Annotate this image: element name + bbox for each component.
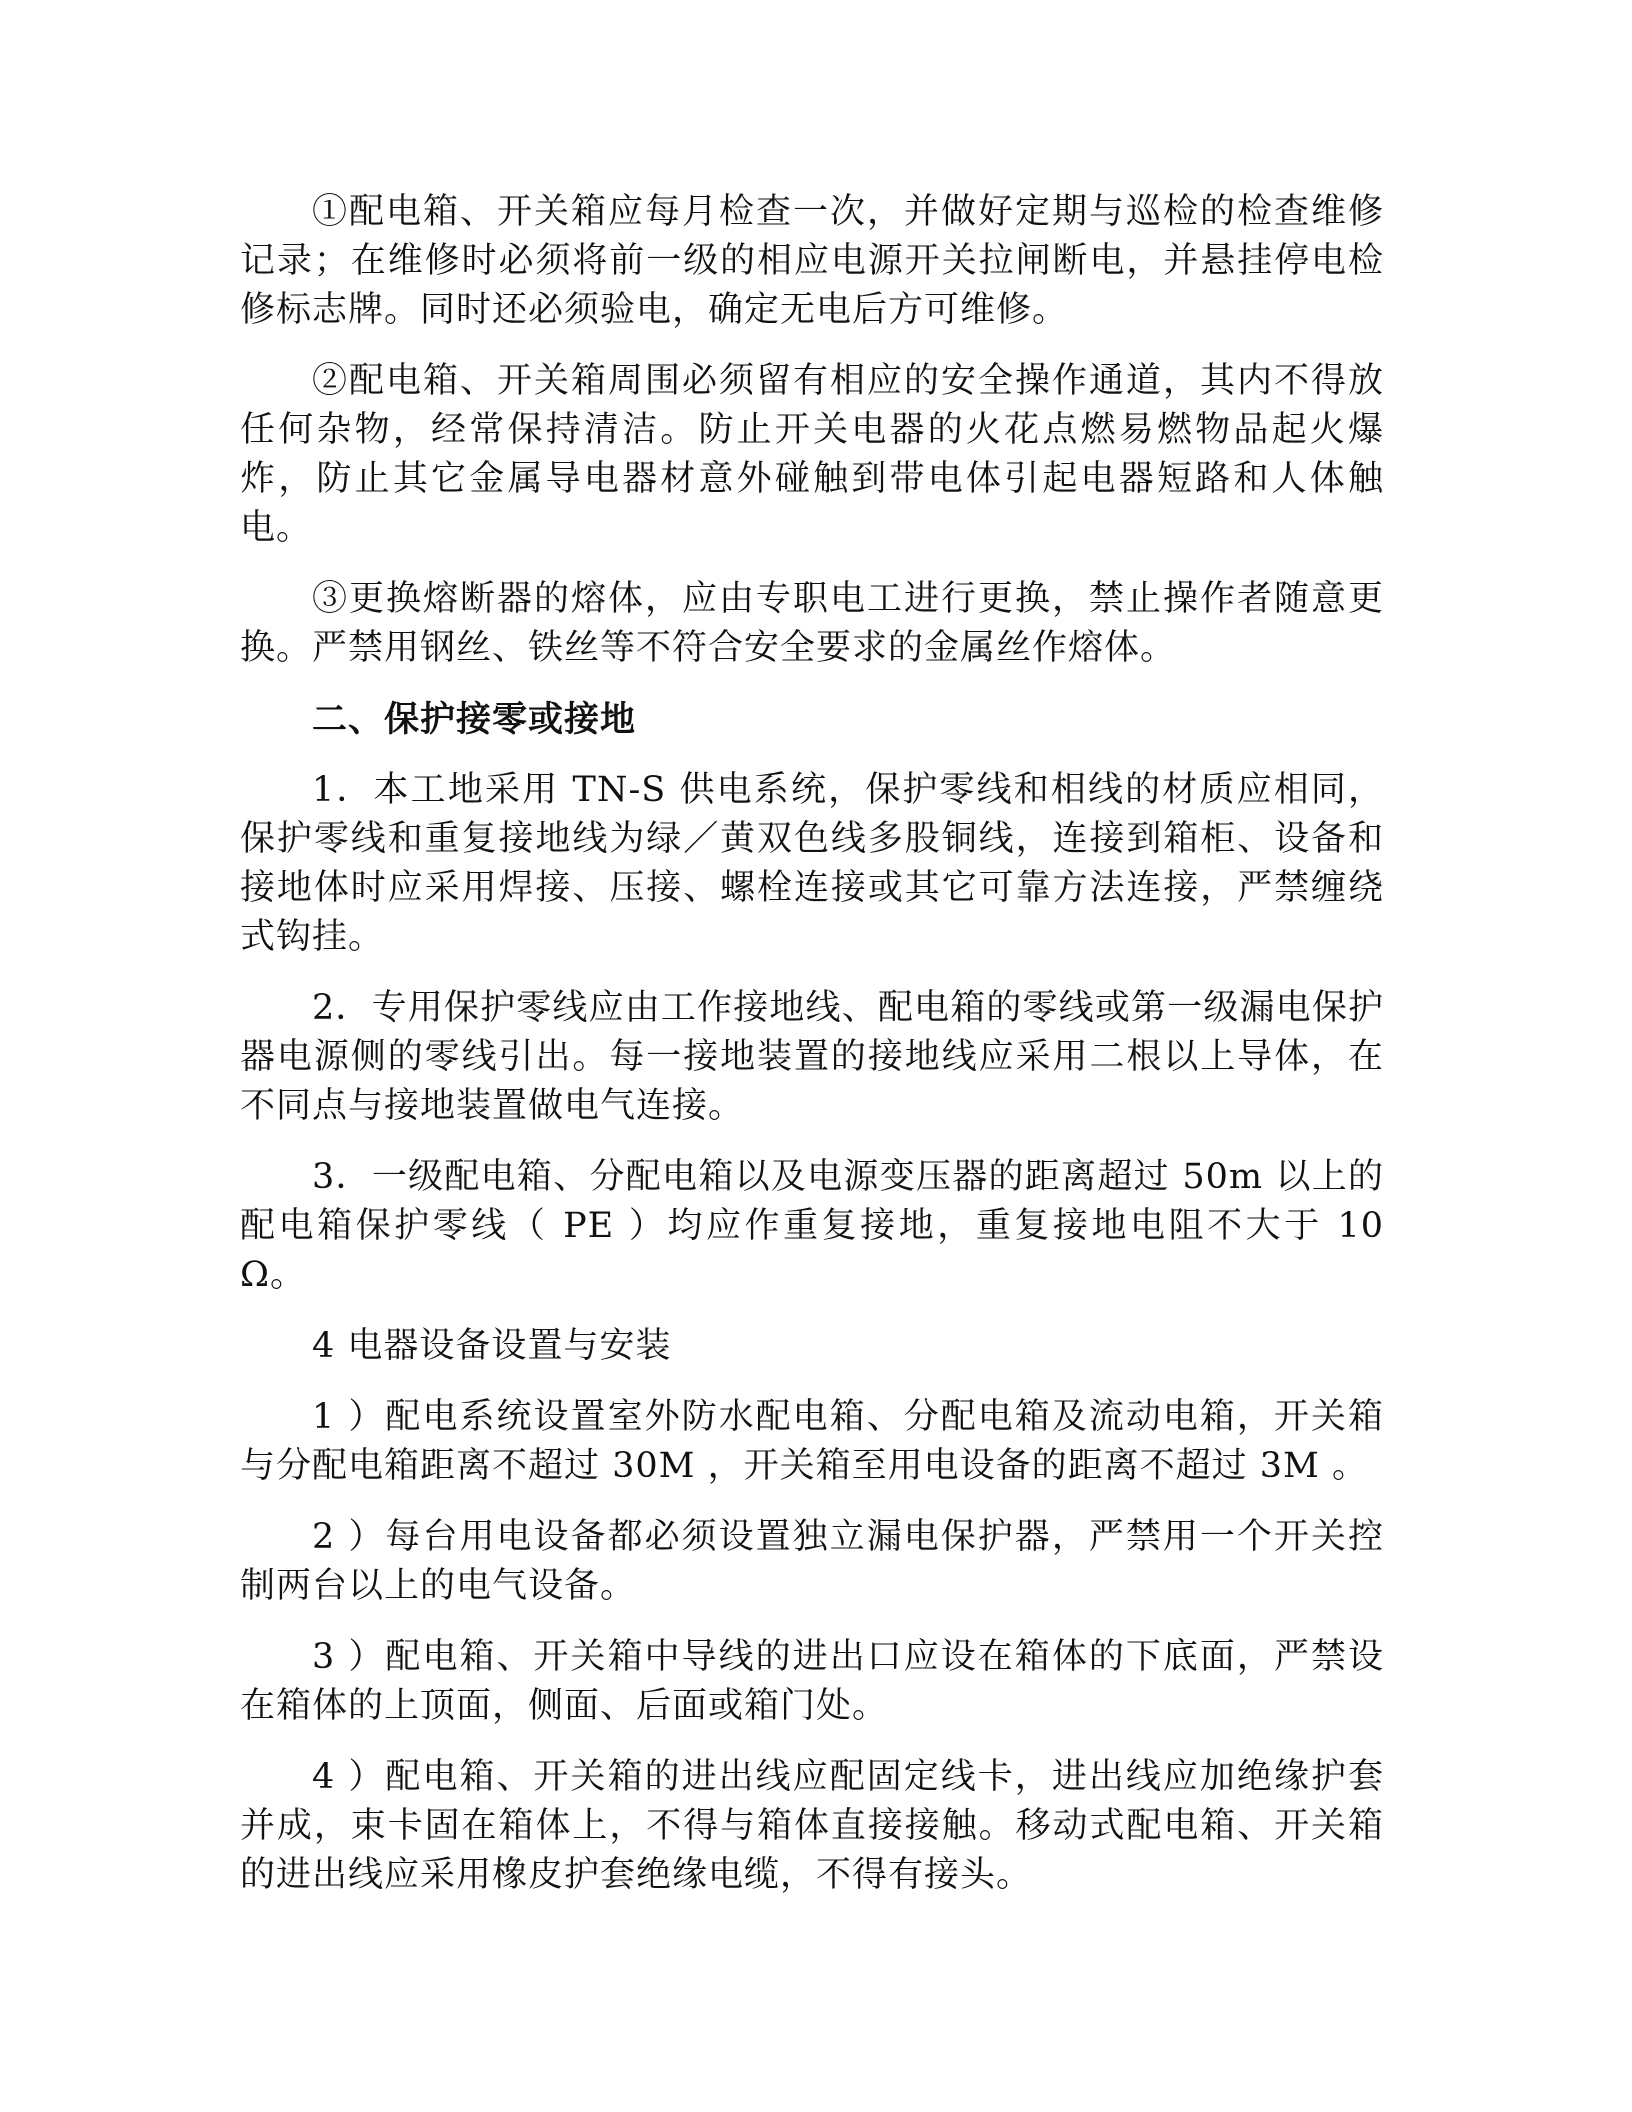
document-body	[240, 188, 1384, 1922]
paragraph-item-8: 2 ）每台用电设备都必须设置独立漏电保护器，严禁用一个开关控制两台以上的电气设备。	[240, 1517, 1384, 1606]
subsection-heading: 4 电器设备设置与安装	[312, 1326, 672, 1366]
paragraph-item-4: 1．本工地采用 TN-S 供电系统，保护零线和相线的材质应相同，保护零线和重复接地线为绿／黄双色线多股铜线，连接到箱柜、设备和接地体时应采用焊接、压接、螺栓连接或其它可靠方法连接，严禁缠绕式钩挂。	[240, 770, 1384, 957]
paragraph-item-2: ②配电箱、开关箱周围必须留有相应的安全操作通道，其内不得放任何杂物，经常保持清洁。防止开关电器的火花点燃易燃物品起火爆炸，防止其它金属导电器材意外碰触到带电体引起电器短路和人体触电。	[240, 361, 1384, 548]
paragraph-item-5: 2．专用保护零线应由工作接地线、配电箱的零线或第一级漏电保护器电源侧的零线引出。每一接地装置的接地线应采用二根以上导体，在不同点与接地装置做电气连接。	[240, 988, 1384, 1126]
paragraph-item-9: 3 ）配电箱、开关箱中导线的进出口应设在箱体的下底面，严禁设在箱体的上顶面，侧面、后面或箱门处。	[240, 1637, 1384, 1726]
paragraph-item-7: 1 ）配电系统设置室外防水配电箱、分配电箱及流动电箱，开关箱与分配电箱距离不超过 30M ，开关箱至用电设备的距离不超过 3M 。	[240, 1397, 1384, 1486]
paragraph-item-1: ①配电箱、开关箱应每月检查一次，并做好定期与巡检的检查维修记录；在维修时必须将前一级的相应电源开关拉闸断电，并悬挂停电检修标志牌。同时还必须验电，确定无电后方可维修。	[240, 192, 1384, 330]
paragraph-item-6: 3．一级配电箱、分配电箱以及电源变压器的距离超过 50m 以上的配电箱保护零线（ PE ）均应作重复接地，重复接地电阻不大于 10 Ω。	[240, 1157, 1384, 1295]
paragraph-item-10: 4 ）配电箱、开关箱的进出线应配固定线卡，进出线应加绝缘护套并成，束卡固在箱体上，不得与箱体直接接触。移动式配电箱、开关箱的进出线应采用橡皮护套绝缘电缆，不得有接头。	[240, 1757, 1384, 1895]
paragraph-item-3: ③更换熔断器的熔体，应由专职电工进行更换，禁止操作者随意更换。严禁用钢丝、铁丝等不符合安全要求的金属丝作熔体。	[240, 579, 1384, 668]
section-heading: 二、保护接零或接地	[312, 699, 637, 740]
